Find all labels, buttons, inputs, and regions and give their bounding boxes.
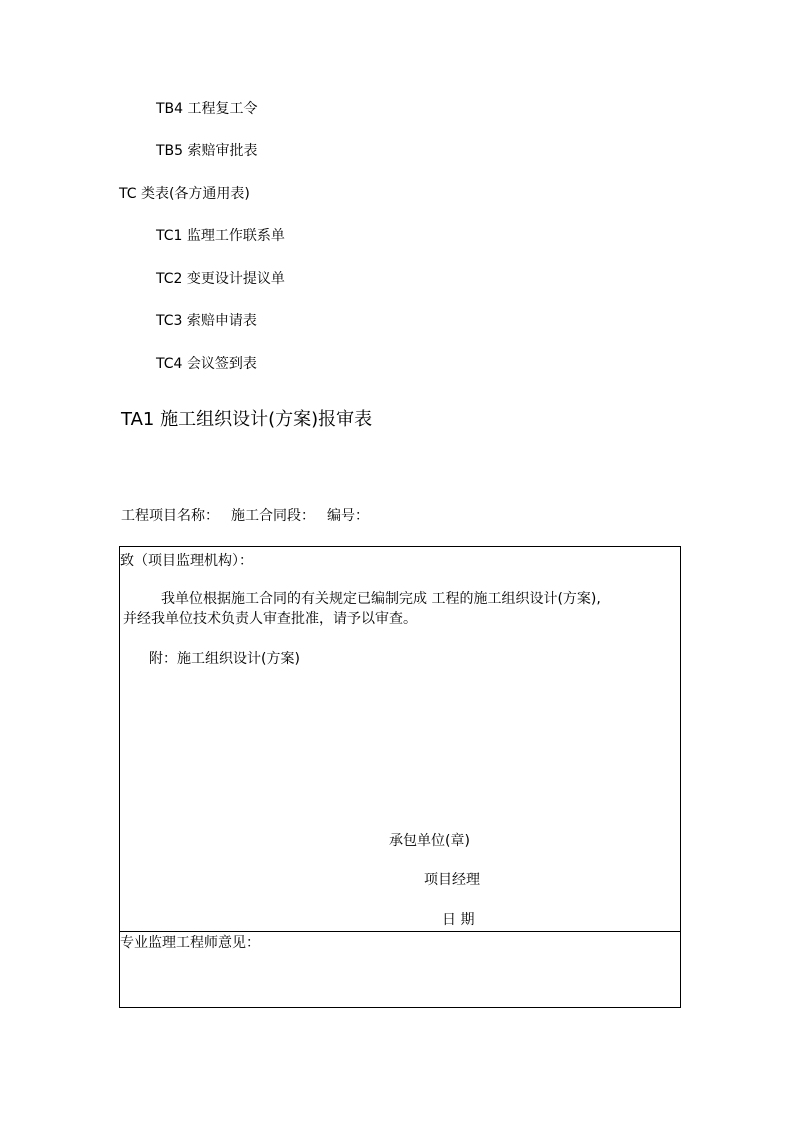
body-line-1: 我单位根据施工合同的有关规定已编制完成 工程的施工组织设计(方案), [161,591,601,607]
list-item-tc2: TC2 变更设计提议单 [156,271,285,287]
form-table [119,546,681,1008]
form-title: TA1 施工组织设计(方案)报审表 [121,409,373,430]
number-label: 编号： [327,508,369,524]
list-heading-tc: TC 类表(各方通用表) [119,186,250,202]
body-line-2: 并经我单位技术负责人审查批准，请予以审查。 [123,611,417,627]
form-divider [120,931,680,932]
date-label: 日 期 [442,912,475,928]
engineer-opinion-label: 专业监理工程师意见： [120,935,260,951]
list-item-tb4: TB4 工程复工令 [156,101,258,117]
attachment-line: 附：施工组织设计(方案) [149,651,300,667]
project-manager: 项目经理 [424,872,480,888]
list-item-tc4: TC4 会议签到表 [156,356,257,372]
contract-section-label: 施工合同段： [231,508,315,524]
addressee-line: 致（项目监理机构）： [120,553,253,569]
list-item-tc1: TC1 监理工作联系单 [156,228,285,244]
form-meta-row [121,507,381,525]
contractor-seal: 承包单位(章) [389,833,470,849]
list-item-tc3: TC3 索赔申请表 [156,313,257,329]
list-item-tb5: TB5 索赔审批表 [156,143,258,159]
project-name-label: 工程项目名称： [121,508,219,524]
